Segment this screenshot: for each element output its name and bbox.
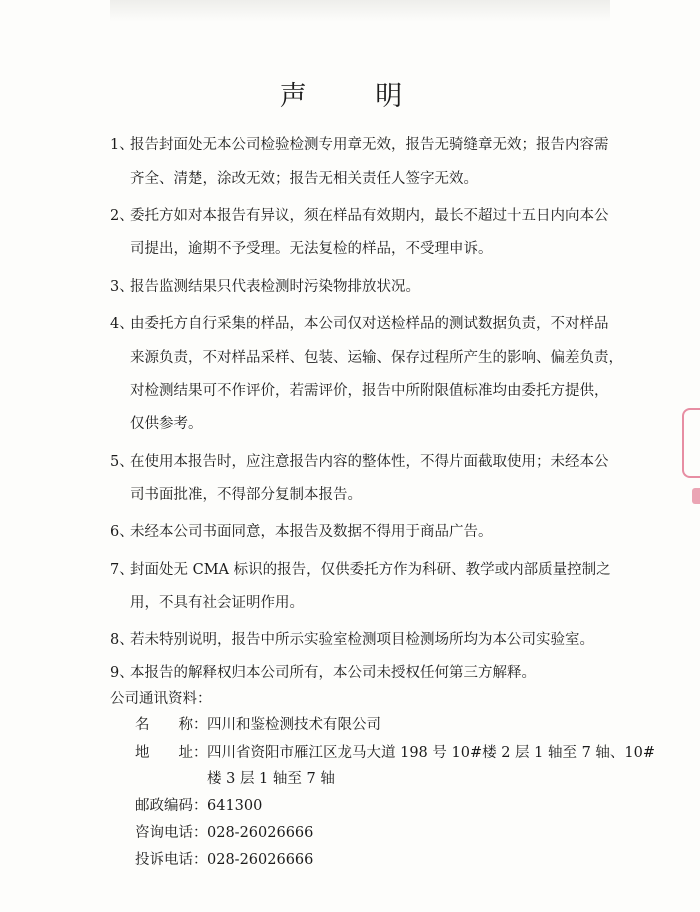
item-7-number: 7、 (110, 562, 134, 578)
item-9-line-1: 本报告的解释权归本公司所有，本公司未授权任何第三方解释。 (130, 665, 536, 681)
item-1-line-2: 齐全、清楚，涂改无效；报告无相关责任人签字无效。 (130, 171, 478, 187)
item-6-line-1: 未经本公司书面同意，本报告及数据不得用于商品广告。 (130, 524, 493, 540)
item-2-number: 2、 (110, 208, 134, 224)
item-8-line-1: 若未特别说明，报告中所示实验室检测项目检测场所均为本公司实验室。 (130, 632, 594, 648)
contact-address-line-1: 四川省资阳市雁江区龙马大道 198 号 10#楼 2 层 1 轴至 7 轴、10# (207, 745, 656, 761)
item-1-line-1: 报告封面处无本公司检验检测专用章无效，报告无骑缝章无效；报告内容需 (130, 137, 609, 153)
item-8-number: 8、 (110, 632, 134, 648)
contact-postcode-label: 邮政编码： (135, 798, 208, 814)
contact-address-line-2: 楼 3 层 1 轴至 7 轴 (207, 771, 335, 787)
seal-mark (692, 488, 700, 504)
item-7-line-2: 用，不具有社会证明作用。 (130, 595, 304, 611)
item-9-number: 9、 (110, 665, 134, 681)
item-4-line-2: 来源负责，不对样品采样、包装、运输、保存过程所产生的影响、偏差负责， (130, 350, 623, 366)
item-2-line-2: 司提出，逾期不予受理。无法复检的样品，不受理申诉。 (130, 241, 493, 257)
contact-consult-label: 咨询电话： (135, 825, 208, 841)
scan-shadow (110, 0, 610, 22)
item-4-line-3: 对检测结果可不作评价，若需评价，报告中所附限值标准均由委托方提供， (130, 383, 609, 399)
contact-complaint-label: 投诉电话： (135, 852, 208, 868)
item-5-line-2: 司书面批准，不得部分复制本报告。 (130, 487, 362, 503)
page-title: 声 明 (279, 81, 433, 112)
contact-name-value: 四川和鉴检测技术有限公司 (207, 717, 381, 733)
item-6-number: 6、 (110, 524, 134, 540)
partial-seal-stamp (682, 408, 700, 478)
item-4-line-1: 由委托方自行采集的样品，本公司仅对送检样品的测试数据负责，不对样品 (130, 316, 609, 332)
item-5-number: 5、 (110, 454, 134, 470)
contact-complaint-value: 028-26026666 (207, 852, 314, 868)
contact-consult-value: 028-26026666 (207, 825, 314, 841)
contact-postcode-value: 641300 (207, 798, 263, 814)
item-4-line-4: 仅供参考。 (130, 416, 203, 432)
contact-heading: 公司通讯资料： (110, 691, 212, 707)
item-1-number: 1、 (110, 137, 134, 153)
item-4-number: 4、 (110, 316, 134, 332)
item-5-line-1: 在使用本报告时，应注意报告内容的整体性，不得片面截取使用；未经本公 (130, 454, 609, 470)
item-7-line-1: 封面处无 CMA 标识的报告，仅供委托方作为科研、教学或内部质量控制之 (130, 562, 611, 578)
contact-address-label: 地 址： (135, 745, 208, 761)
contact-name-label: 名 称： (135, 717, 208, 733)
item-3-line-1: 报告监测结果只代表检测时污染物排放状况。 (130, 279, 420, 295)
item-3-number: 3、 (110, 279, 134, 295)
item-2-line-1: 委托方如对本报告有异议，须在样品有效期内，最长不超过十五日内向本公 (130, 208, 609, 224)
